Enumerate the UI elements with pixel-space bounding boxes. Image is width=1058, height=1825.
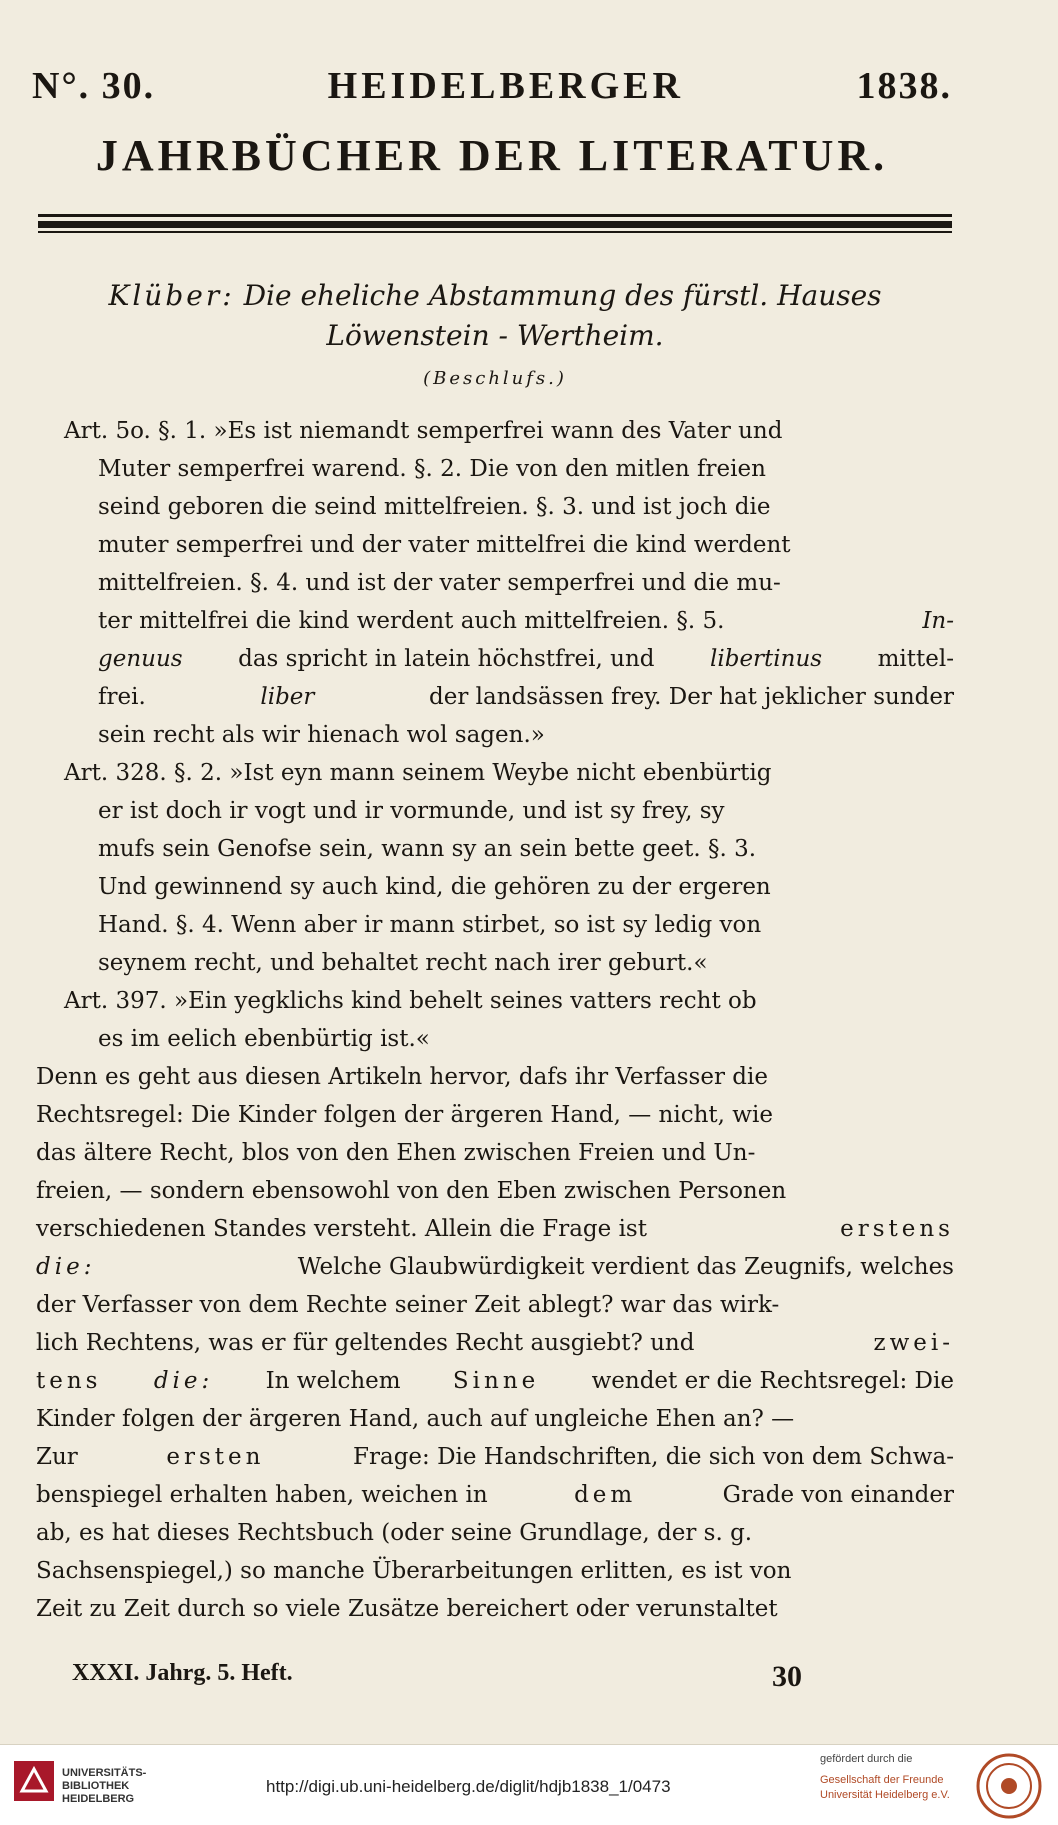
sponsor-name: Gesellschaft der Freunde Universität Heidelberg e.V. bbox=[820, 1774, 950, 1801]
page-footer bbox=[72, 1660, 802, 1694]
signature-mark: 30 bbox=[772, 1660, 802, 1693]
text-line: mufs sein Genofse sein, wann sy an sein bette geet. §. 3. bbox=[98, 836, 757, 862]
text-line: Art. 328. §. 2. »Ist eyn mann seinem Weybe nicht ebenbürtig bbox=[64, 760, 772, 786]
text-line: benspiegel erhalten haben, weichen in dem Grade von einander bbox=[36, 1482, 954, 1508]
journal-title: HEIDELBERGER bbox=[327, 65, 684, 107]
library-logo-icon bbox=[12, 1759, 56, 1803]
text-line: Art. 397. »Ein yegklichs kind behelt seines vatters recht ob bbox=[64, 988, 757, 1014]
sponsor-label: gefördert durch die bbox=[820, 1753, 913, 1765]
text-line: verschiedenen Standes versteht. Allein die Frage ist erstens bbox=[36, 1216, 954, 1242]
body-text bbox=[36, 412, 954, 1628]
text-line: ab, es hat dieses Rechtsbuch (oder seine Grundlage, der s. g. bbox=[36, 1520, 753, 1546]
text-line: Denn es geht aus diesen Artikeln hervor, dafs ihr Verfasser die bbox=[36, 1064, 768, 1090]
text-line: seind geboren die seind mittelfreien. §. 3. und ist joch die bbox=[98, 494, 771, 520]
text-line: Zur ersten Frage: Die Handschriften, die sich von dem Schwa- bbox=[36, 1444, 954, 1470]
text-line: Hand. §. 4. Wenn aber ir mann stirbet, so ist sy ledig von bbox=[98, 912, 762, 938]
volume-info: XXXI. Jahrg. 5. Heft. bbox=[72, 1660, 293, 1686]
text-line: frei. liber der landsässen frey. Der hat jeklicher sunder bbox=[98, 684, 954, 710]
article-title bbox=[40, 276, 950, 356]
article-author: Klüber: bbox=[108, 279, 235, 312]
header-rule bbox=[38, 214, 952, 217]
text-line: der Verfasser von dem Rechte seiner Zeit ablegt? war das wirk- bbox=[36, 1292, 780, 1318]
text-line: seynem recht, und behaltet recht nach irer geburt.« bbox=[98, 950, 708, 976]
journal-subtitle: JAHRBÜCHER DER LITERATUR. bbox=[95, 131, 889, 180]
university-seal-icon bbox=[976, 1753, 1042, 1819]
text-line: mittelfreien. §. 4. und ist der vater semperfrei und die mu- bbox=[98, 570, 781, 596]
text-line: lich Rechtens, was er für geltendes Recht ausgiebt? und zwei- bbox=[36, 1330, 954, 1356]
continuation-note: (Beschlufs.) bbox=[423, 368, 567, 389]
issue-number: N°. 30. bbox=[32, 65, 156, 107]
text-line: Sachsenspiegel,) so manche Überarbeitungen erlitten, es ist von bbox=[36, 1558, 792, 1584]
header-rule-thin bbox=[38, 231, 952, 233]
permalink[interactable]: http://digi.ub.uni-heidelberg.de/diglit/hdjb1838_1/0473 bbox=[266, 1777, 671, 1796]
text-line: Kinder folgen der ärgeren Hand, auch auf ungleiche Ehen an? — bbox=[36, 1406, 795, 1432]
text-line: Rechtsregel: Die Kinder folgen der ärgeren Hand, — nicht, wie bbox=[36, 1102, 773, 1128]
text-line: Muter semperfrei warend. §. 2. Die von den mitlen freien bbox=[98, 456, 766, 482]
text-line: tens die: In welchem Sinne wendet er die Rechtsregel: Die bbox=[36, 1368, 954, 1394]
library-name: UNIVERSITÄTS- BIBLIOTHEK HEIDELBERG bbox=[62, 1767, 147, 1805]
text-line: Art. 5o. §. 1. »Es ist niemandt semperfrei wann des Vater und bbox=[64, 418, 783, 444]
text-line: sein recht als wir hienach wol sagen.» bbox=[98, 722, 545, 748]
text-line: die: Welche Glaubwürdigkeit verdient das Zeugnifs, welches bbox=[36, 1254, 954, 1280]
article-title-line2: Löwenstein - Wertheim. bbox=[326, 319, 664, 352]
viewer-bar bbox=[0, 1744, 1058, 1825]
text-line: er ist doch ir vogt und ir vormunde, und ist sy frey, sy bbox=[98, 798, 725, 824]
text-line: freien, — sondern ebensowohl von den Eben zwischen Personen bbox=[36, 1178, 787, 1204]
text-line: Und gewinnend sy auch kind, die gehören zu der ergeren bbox=[98, 874, 771, 900]
text-line: es im eelich ebenbürtig ist.« bbox=[98, 1026, 430, 1052]
article-title-line1: Die eheliche Abstammung des fürstl. Hauses bbox=[243, 279, 882, 312]
text-line: das ältere Recht, blos von den Ehen zwischen Freien und Un- bbox=[36, 1140, 756, 1166]
header-rule-thick bbox=[38, 221, 952, 228]
text-line: ter mittelfrei die kind werdent auch mittelfreien. §. 5. In- bbox=[98, 608, 954, 634]
text-line: genuus das spricht in latein höchstfrei, und libertinus mittel- bbox=[98, 646, 954, 672]
text-line: Zeit zu Zeit durch so viele Zusätze bereichert oder verunstaltet bbox=[36, 1596, 778, 1622]
year: 1838. bbox=[856, 65, 952, 107]
masthead-top bbox=[32, 64, 952, 106]
text-line: muter semperfrei und der vater mittelfrei die kind werdent bbox=[98, 532, 791, 558]
